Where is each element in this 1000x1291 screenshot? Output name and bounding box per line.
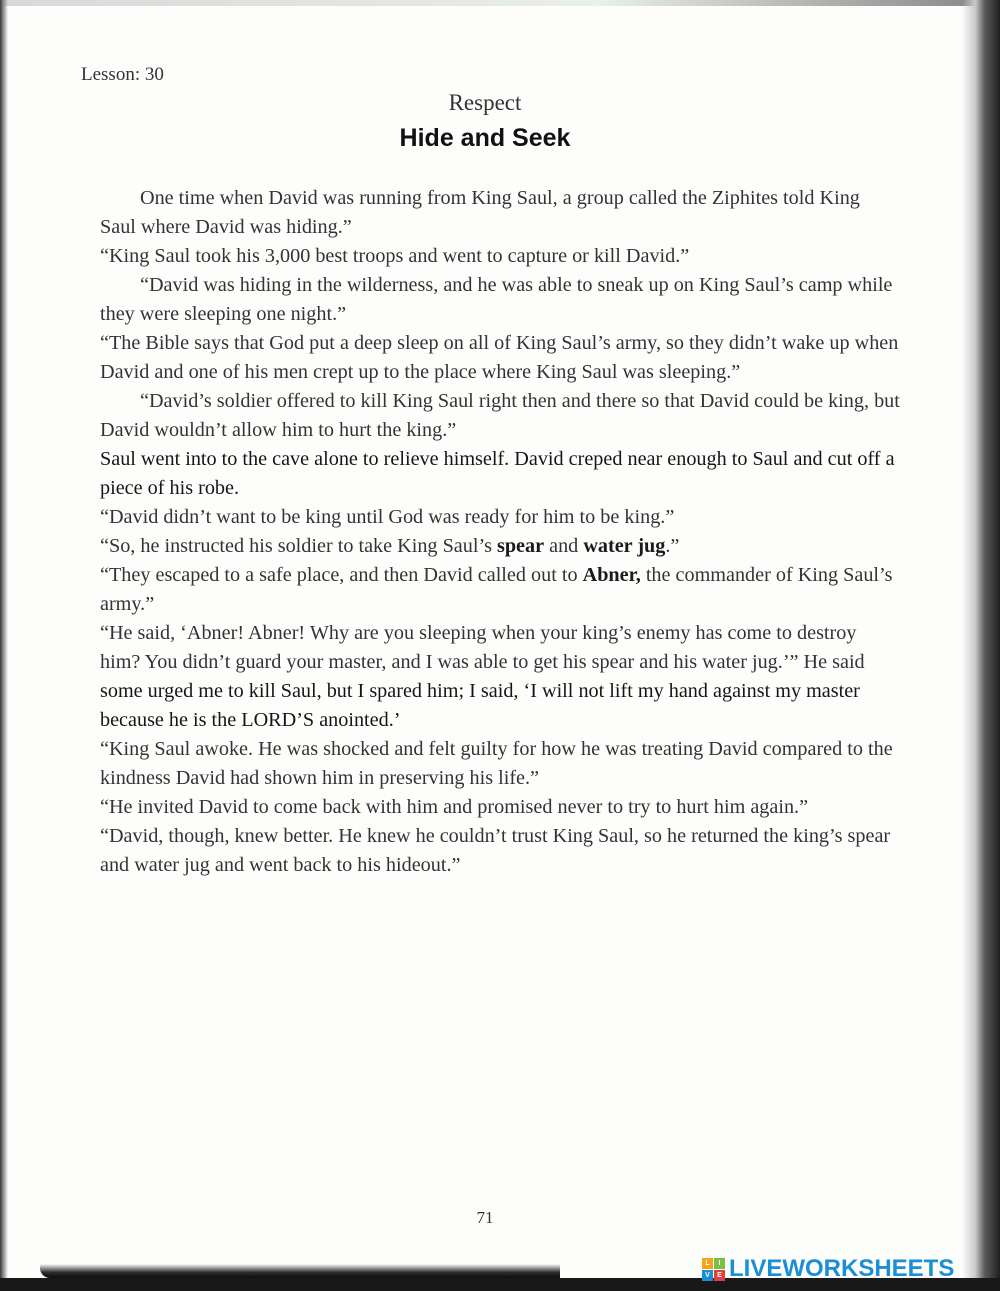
- bold-term: water jug: [583, 535, 666, 557]
- paragraph-text: .”: [665, 535, 680, 557]
- liveworksheets-brand: [702, 1256, 954, 1282]
- paragraph: “David was hiding in the wilderness, and he was able to sneak up on King Saul’s camp while they were sleeping one night.”: [100, 274, 893, 325]
- paragraph-text: “They escaped to a safe place, and then David called out to: [100, 564, 583, 586]
- paragraph-text: and: [544, 535, 584, 557]
- paragraph: “King Saul awoke. He was shocked and felt guilty for how he was treating David compared to the kindness David had shown him in preserving his life.”: [100, 738, 893, 789]
- scan-bottom-edge: [40, 1264, 560, 1278]
- logo-tile: L: [702, 1258, 713, 1269]
- page-title: Hide and Seek: [399, 124, 571, 152]
- brand-name: LIVEWORKSHEETS: [729, 1255, 955, 1282]
- lesson-theme: Respect: [448, 90, 522, 115]
- paragraph: Saul went into to the cave alone to relieve himself. David creped near enough to Saul and cut off a piece of his robe.: [100, 448, 895, 499]
- story-text: [100, 184, 900, 880]
- lesson-number: Lesson: 30: [81, 64, 164, 85]
- paragraph: “David didn’t want to be king until God was ready for him to be king.”: [100, 506, 675, 528]
- paragraph: “The Bible says that God put a deep sleep on all of King Saul’s army, so they didn’t wake up when David and one of his men crept up to the place where King Saul was sleeping.”: [100, 332, 899, 383]
- paragraph: [100, 532, 900, 561]
- paragraph: “He invited David to come back with him and promised never to try to hurt him again.”: [100, 796, 809, 818]
- scan-top-edge: [0, 0, 1000, 6]
- page-number: 71: [476, 1208, 494, 1227]
- logo-tile: E: [714, 1270, 725, 1281]
- paragraph: “David’s soldier offered to kill King Saul right then and there so that David could be king, but David wouldn’t allow him to hurt the king.”: [100, 390, 900, 441]
- paragraph-text: “So, he instructed his soldier to take King Saul’s: [100, 535, 497, 557]
- paragraph: [100, 619, 900, 735]
- logo-tile: I: [714, 1258, 725, 1269]
- bold-term: Abner,: [582, 564, 641, 586]
- liveworksheets-logo-icon: [702, 1258, 725, 1281]
- paragraph-text: “He said, ‘Abner! Abner! Why are you sleeping when your king’s enemy has come to destroy him? You didn’t guard your master, and I was able to get his spear and his water jug.’” He said: [100, 622, 865, 673]
- paragraph: “King Saul took his 3,000 best troops and went to capture or kill David.”: [100, 245, 690, 267]
- bold-term: spear: [496, 535, 545, 557]
- scan-right-edge: [962, 0, 1000, 1291]
- paragraph: [100, 561, 900, 619]
- paragraph: “David, though, knew better. He knew he couldn’t trust King Saul, so he returned the king’s spear and water jug and went back to his hideout.”: [100, 825, 891, 876]
- logo-tile: V: [702, 1270, 713, 1281]
- scan-left-shadow: [0, 0, 8, 1291]
- paragraph-text: the commander of King Saul’s army.”: [100, 564, 893, 615]
- paragraph-text: some urged me to kill Saul, but I spared him; I said, ‘I will not lift my hand against my master because he is the LORD’S anointed.’: [100, 680, 860, 731]
- paragraph: One time when David was running from King Saul, a group called the Ziphites told King Saul where David was hiding.”: [100, 187, 860, 238]
